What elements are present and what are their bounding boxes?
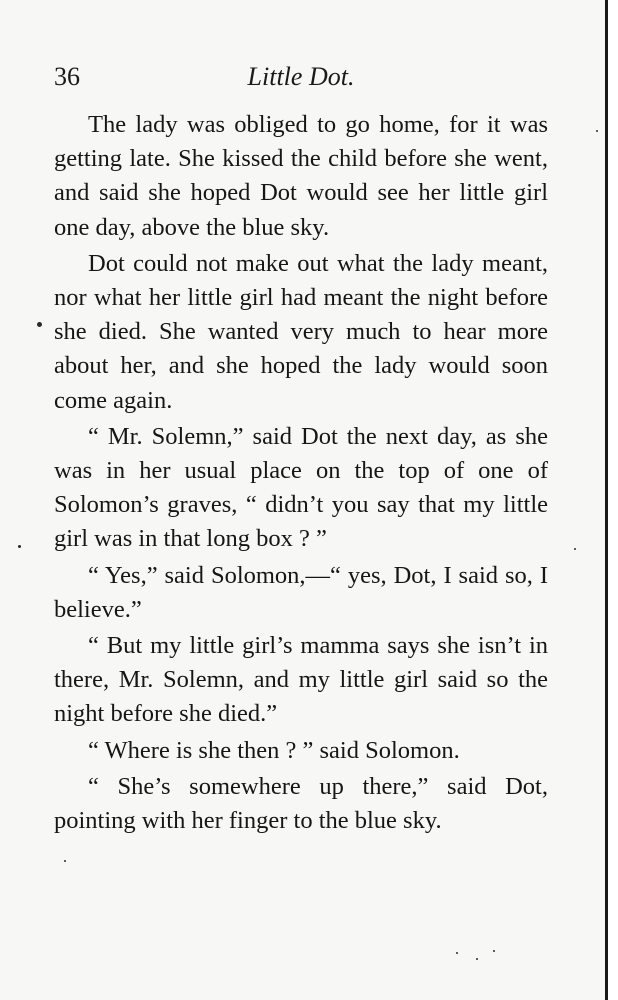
paragraph: “ Mr. Solemn,” said Dot the next day, as she was in her usual place on the top of one of Solomon’s graves, “ didn’t you say that my little girl was in that long box ? ”: [54, 422, 548, 553]
paper-speck: [493, 950, 495, 952]
paragraph: The lady was obliged to go home, for it was getting late. She kissed the child before she went, and said she hoped Dot would see her little girl one day, above the blue sky.: [54, 111, 548, 241]
paper-speck: [456, 952, 458, 954]
paragraph: “ Where is she then ? ” said Solomon.: [88, 736, 460, 764]
paragraph: “ But my little girl’s mamma says she isn’t in there, Mr. Solemn, and my little girl said so the night before she died.”: [54, 632, 548, 728]
paragraph: “ Yes,” said Solomon,—“ yes, Dot, I said so, I believe.”: [54, 561, 548, 623]
paper-speck: [18, 545, 21, 548]
paper-speck: [476, 958, 478, 960]
page-header: [54, 62, 548, 98]
paper-speck: [37, 322, 42, 327]
paper-speck: [64, 860, 66, 862]
running-title: Little Dot.: [247, 62, 355, 91]
paragraph: Dot could not make out what the lady meant, nor what her little girl had meant the night before she died. She wanted very much to hear more about her, and she hoped the lady would soon come again.: [54, 249, 548, 414]
body-text: [54, 108, 548, 840]
paper-speck: [596, 130, 598, 132]
page-number: 36: [54, 62, 80, 91]
paragraph: “ She’s somewhere up there,” said Dot, pointing with her finger to the blue sky.: [54, 772, 548, 835]
paper-speck: [574, 548, 576, 550]
